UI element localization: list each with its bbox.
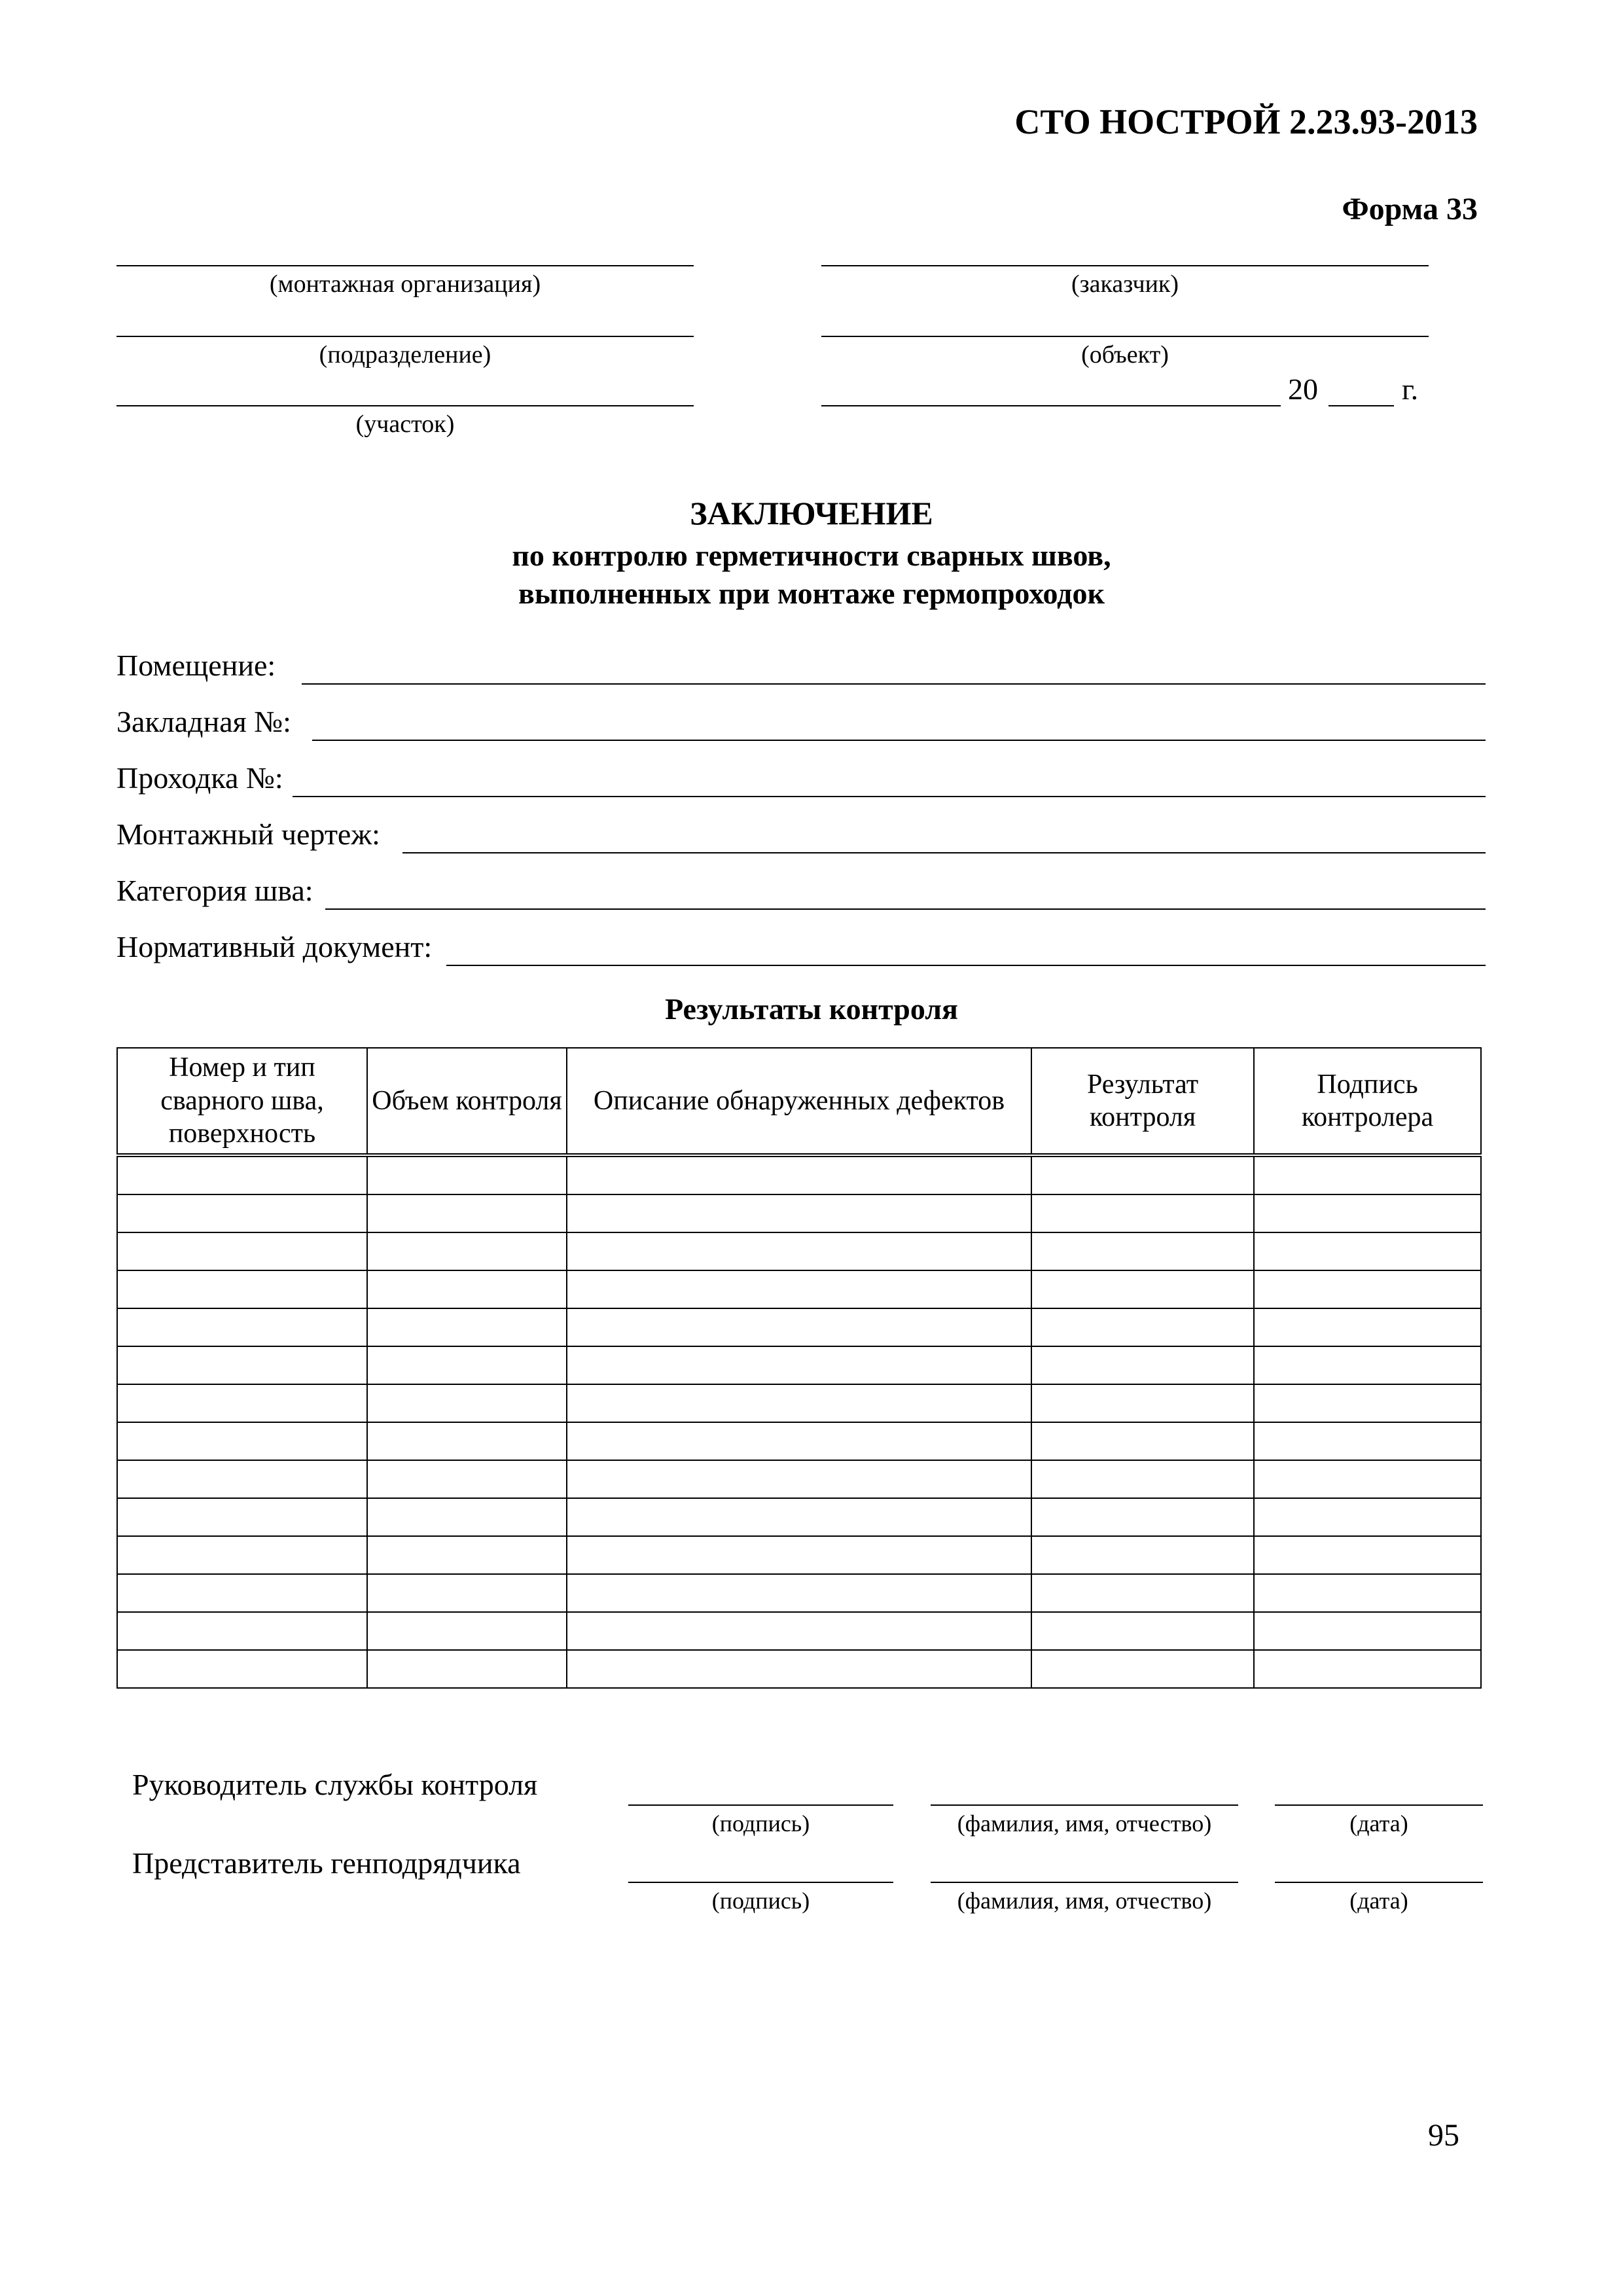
table-cell[interactable] xyxy=(1031,1155,1254,1194)
document-subtitle-line-1: по контролю герметичности сварных швов, xyxy=(512,539,1111,572)
table-cell[interactable] xyxy=(117,1232,367,1270)
table-cell[interactable] xyxy=(1031,1422,1254,1460)
table-cell[interactable] xyxy=(1254,1346,1481,1384)
field-embedded-part-label: Закладная №: xyxy=(116,705,291,738)
section-line[interactable] xyxy=(116,405,694,406)
signature-line-2-name[interactable] xyxy=(931,1882,1238,1883)
table-cell[interactable] xyxy=(1031,1612,1254,1650)
results-table xyxy=(116,1047,1482,1689)
date-year-prefix: 20 xyxy=(1288,372,1318,406)
field-room xyxy=(116,641,1486,687)
table-cell[interactable] xyxy=(117,1422,367,1460)
table-cell[interactable] xyxy=(567,1422,1031,1460)
document-subtitle-line-2: выполненных при монтаже гермопроходок xyxy=(518,577,1105,610)
table-cell[interactable] xyxy=(567,1232,1031,1270)
signature-line-1-sign[interactable] xyxy=(628,1804,893,1806)
field-penetration xyxy=(116,754,1486,800)
table-cell[interactable] xyxy=(367,1612,567,1650)
table-cell[interactable] xyxy=(1031,1194,1254,1232)
table-cell[interactable] xyxy=(367,1308,567,1346)
table-cell[interactable] xyxy=(1031,1460,1254,1498)
table-cell[interactable] xyxy=(1031,1384,1254,1422)
table-cell[interactable] xyxy=(567,1612,1031,1650)
table-cell[interactable] xyxy=(1254,1498,1481,1536)
table-row xyxy=(117,1498,1481,1536)
table-row xyxy=(117,1574,1481,1612)
table-cell[interactable] xyxy=(367,1270,567,1308)
column-header-defects-description: Описание обнаруженных дефектов xyxy=(567,1048,1031,1155)
table-cell[interactable] xyxy=(367,1536,567,1574)
document-code: СТО НОСТРОЙ 2.23.93-2013 xyxy=(1014,102,1478,141)
table-cell[interactable] xyxy=(567,1384,1031,1422)
column-header-inspection-volume: Объем контроля xyxy=(367,1048,567,1155)
table-cell[interactable] xyxy=(117,1612,367,1650)
table-cell[interactable] xyxy=(117,1498,367,1536)
table-cell[interactable] xyxy=(1254,1384,1481,1422)
table-cell[interactable] xyxy=(117,1155,367,1194)
table-cell[interactable] xyxy=(117,1270,367,1308)
table-row xyxy=(117,1422,1481,1460)
table-cell[interactable] xyxy=(1254,1574,1481,1612)
table-cell[interactable] xyxy=(1254,1536,1481,1574)
form-number: Форма 33 xyxy=(1342,192,1478,226)
customer-line[interactable] xyxy=(821,265,1429,266)
field-normative-document xyxy=(116,923,1486,969)
section-caption: (участок) xyxy=(355,410,455,438)
date-year-line[interactable] xyxy=(1329,405,1394,406)
table-cell[interactable] xyxy=(367,1155,567,1194)
field-weld-category-input[interactable] xyxy=(325,907,1486,910)
signature-caption-2-sign: (подпись) xyxy=(711,1888,810,1914)
table-cell[interactable] xyxy=(567,1308,1031,1346)
table-cell[interactable] xyxy=(1031,1346,1254,1384)
table-cell[interactable] xyxy=(567,1460,1031,1498)
field-room-label: Помещение: xyxy=(116,649,276,682)
signature-caption-1-sign: (подпись) xyxy=(711,1810,810,1837)
table-row xyxy=(117,1384,1481,1422)
table-cell[interactable] xyxy=(367,1422,567,1460)
table-cell[interactable] xyxy=(1254,1232,1481,1270)
table-cell[interactable] xyxy=(367,1498,567,1536)
table-cell[interactable] xyxy=(367,1384,567,1422)
results-header-row xyxy=(117,1048,1481,1155)
document-title: ЗАКЛЮЧЕНИЕ xyxy=(690,495,933,531)
field-weld-category-label: Категория шва: xyxy=(116,874,313,907)
table-cell[interactable] xyxy=(1254,1422,1481,1460)
field-assembly-drawing-label: Монтажный чертеж: xyxy=(116,817,380,851)
table-row xyxy=(117,1155,1481,1194)
table-cell[interactable] xyxy=(1031,1574,1254,1612)
column-header-inspection-result: Результат контроля xyxy=(1031,1048,1254,1155)
table-cell[interactable] xyxy=(1254,1460,1481,1498)
signature-line-1-date[interactable] xyxy=(1275,1804,1483,1806)
object-line[interactable] xyxy=(821,336,1429,337)
table-cell[interactable] xyxy=(117,1650,367,1688)
table-cell[interactable] xyxy=(367,1460,567,1498)
table-cell[interactable] xyxy=(567,1346,1031,1384)
table-cell[interactable] xyxy=(367,1346,567,1384)
field-room-input[interactable] xyxy=(302,682,1486,685)
table-cell[interactable] xyxy=(117,1346,367,1384)
page-number: 95 xyxy=(1428,2118,1459,2153)
table-cell[interactable] xyxy=(117,1194,367,1232)
customer-caption: (заказчик) xyxy=(1071,270,1179,298)
table-cell[interactable] xyxy=(567,1650,1031,1688)
field-normative-document-label: Нормативный документ: xyxy=(116,930,433,963)
signature-caption-1-date: (дата) xyxy=(1349,1810,1408,1837)
table-cell[interactable] xyxy=(367,1650,567,1688)
table-cell[interactable] xyxy=(1031,1498,1254,1536)
table-cell[interactable] xyxy=(117,1574,367,1612)
results-body xyxy=(117,1155,1481,1688)
field-assembly-drawing xyxy=(116,810,1486,856)
table-cell[interactable] xyxy=(367,1574,567,1612)
table-cell[interactable] xyxy=(567,1270,1031,1308)
table-row xyxy=(117,1232,1481,1270)
table-cell[interactable] xyxy=(117,1308,367,1346)
signature-line-2-sign[interactable] xyxy=(628,1882,893,1883)
signature-line-1-name[interactable] xyxy=(931,1804,1238,1806)
field-embedded-part-input[interactable] xyxy=(312,738,1486,741)
field-penetration-input[interactable] xyxy=(293,795,1486,797)
table-cell[interactable] xyxy=(1254,1194,1481,1232)
object-caption: (объект) xyxy=(1081,341,1169,368)
table-cell[interactable] xyxy=(117,1536,367,1574)
signature-caption-2-date: (дата) xyxy=(1349,1888,1408,1914)
table-row xyxy=(117,1270,1481,1308)
table-cell[interactable] xyxy=(567,1194,1031,1232)
column-header-inspector-signature: Подпись контролера xyxy=(1254,1048,1481,1155)
table-cell[interactable] xyxy=(1254,1155,1481,1194)
table-cell[interactable] xyxy=(117,1460,367,1498)
table-cell[interactable] xyxy=(1031,1232,1254,1270)
field-penetration-label: Проходка №: xyxy=(116,761,283,795)
signature-caption-1-name: (фамилия, имя, отчество) xyxy=(957,1810,1212,1837)
table-cell[interactable] xyxy=(1031,1308,1254,1346)
table-row xyxy=(117,1346,1481,1384)
subdivision-line[interactable] xyxy=(116,336,694,337)
table-cell[interactable] xyxy=(1031,1270,1254,1308)
subdivision-caption: (подразделение) xyxy=(319,341,491,368)
table-cell[interactable] xyxy=(567,1536,1031,1574)
table-cell[interactable] xyxy=(367,1232,567,1270)
table-cell[interactable] xyxy=(1254,1612,1481,1650)
table-cell[interactable] xyxy=(567,1498,1031,1536)
field-embedded-part xyxy=(116,698,1486,744)
date-day-month-line[interactable] xyxy=(821,405,1281,406)
table-cell[interactable] xyxy=(1254,1308,1481,1346)
table-row xyxy=(117,1308,1481,1346)
organization-caption: (монтажная организация) xyxy=(269,270,541,298)
table-cell[interactable] xyxy=(117,1384,367,1422)
table-cell[interactable] xyxy=(567,1155,1031,1194)
signature-role-2: Представитель генподрядчика xyxy=(132,1846,521,1880)
date-year-suffix: г. xyxy=(1402,372,1419,406)
results-title: Результаты контроля xyxy=(665,992,958,1026)
table-cell[interactable] xyxy=(1031,1650,1254,1688)
field-assembly-drawing-input[interactable] xyxy=(402,851,1486,853)
table-cell[interactable] xyxy=(1031,1536,1254,1574)
field-weld-category xyxy=(116,867,1486,912)
signature-caption-2-name: (фамилия, имя, отчество) xyxy=(957,1888,1212,1914)
table-row xyxy=(117,1650,1481,1688)
table-cell[interactable] xyxy=(367,1194,567,1232)
signature-role-1: Руководитель службы контроля xyxy=(132,1768,538,1801)
table-row xyxy=(117,1460,1481,1498)
organization-line[interactable] xyxy=(116,265,694,266)
table-row xyxy=(117,1536,1481,1574)
table-row xyxy=(117,1612,1481,1650)
table-row xyxy=(117,1194,1481,1232)
table-cell[interactable] xyxy=(1254,1650,1481,1688)
signature-line-2-date[interactable] xyxy=(1275,1882,1483,1883)
table-cell[interactable] xyxy=(567,1574,1031,1612)
table-cell[interactable] xyxy=(1254,1270,1481,1308)
field-normative-document-input[interactable] xyxy=(446,963,1486,966)
column-header-weld-number: Номер и тип сварного шва, поверхность xyxy=(117,1048,367,1155)
